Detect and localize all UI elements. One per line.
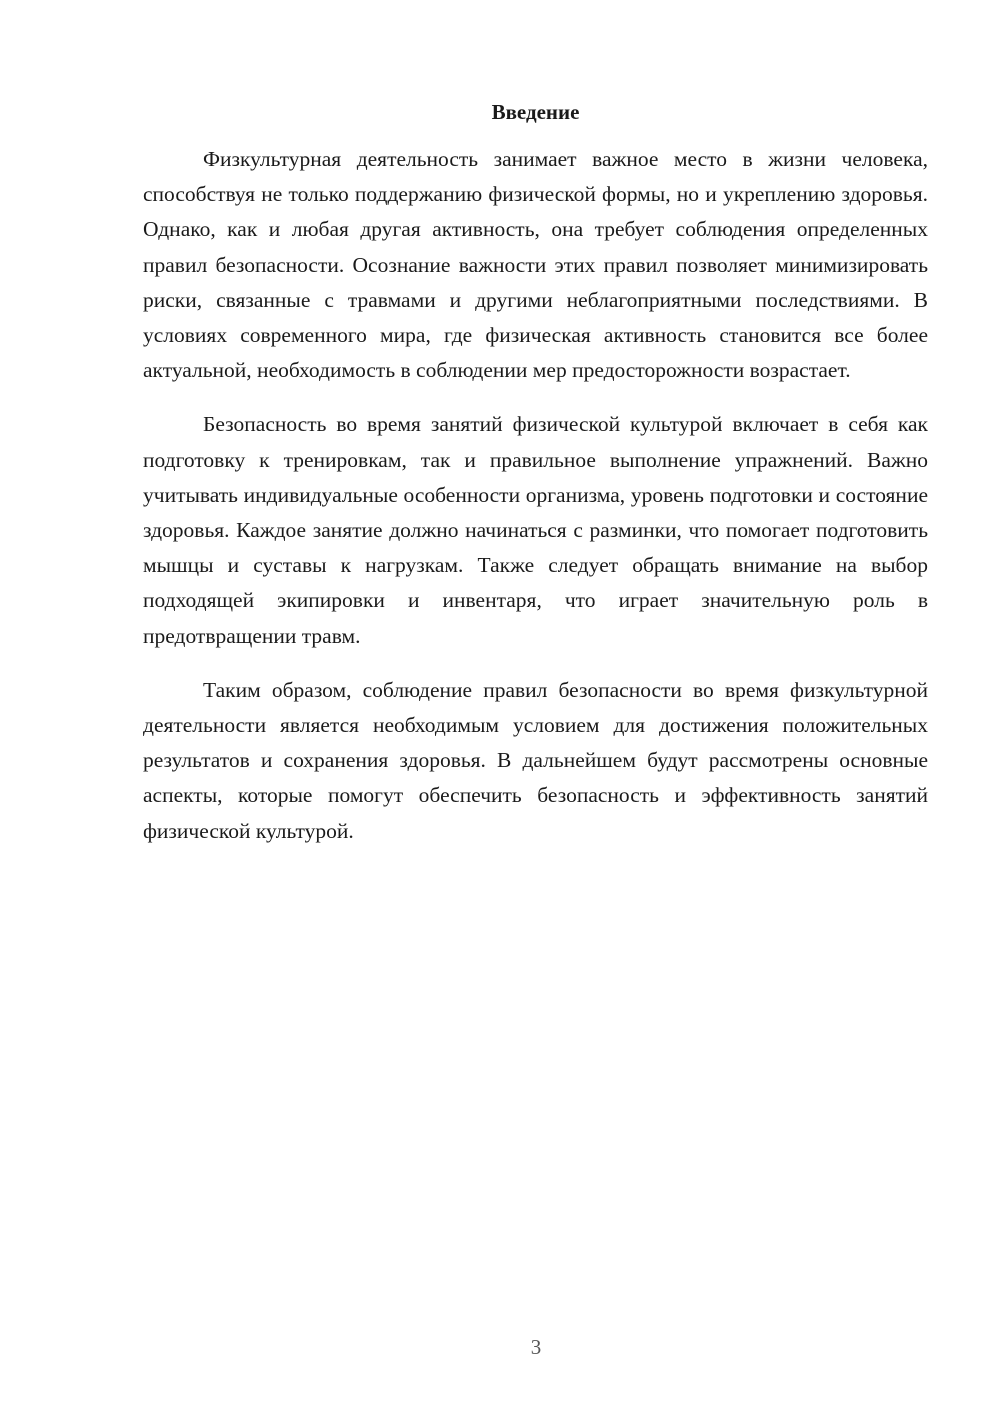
paragraph-2: Безопасность во время занятий физической культурой включает в себя как подготовку к тренировкам, так и правильное выполнение упражнений. Важно учитывать индивидуальные особенности организма, уровень подготовки и состояние здоровья. Каждое занятие должно начинаться с разминки, что помогает подготовить мышцы и суставы к нагрузкам. Также следует обращать внимание на выбор подходящей экипировки и инвентаря, что играет значительную роль в предотвращении травм. (143, 412, 928, 648)
page-number: 3 (530, 1335, 542, 1359)
section-heading: Введение (491, 100, 580, 124)
paragraph-1: Физкультурная деятельность занимает важное место в жизни человека, способствуя не только поддержанию физической формы, но и укреплению здоровья. Однако, как и любая другая активность, она требует соблюдения определенных правил безопасности. Осознание важности этих правил позволяет минимизировать риски, связанные с травмами и другими неблагоприятными последствиями. В условиях современного мира, где физическая активность становится все более актуальной, необходимость в соблюдении мер предосторожности возрастает. (143, 147, 928, 383)
body-text (143, 142, 928, 868)
paragraph-3: Таким образом, соблюдение правил безопасности во время физкультурной деятельности является необходимым условием для достижения положительных результатов и сохранения здоровья. В дальнейшем будут рассмотрены основные аспекты, которые помогут обеспечить безопасность и эффективность занятий физической культурой. (143, 677, 928, 843)
